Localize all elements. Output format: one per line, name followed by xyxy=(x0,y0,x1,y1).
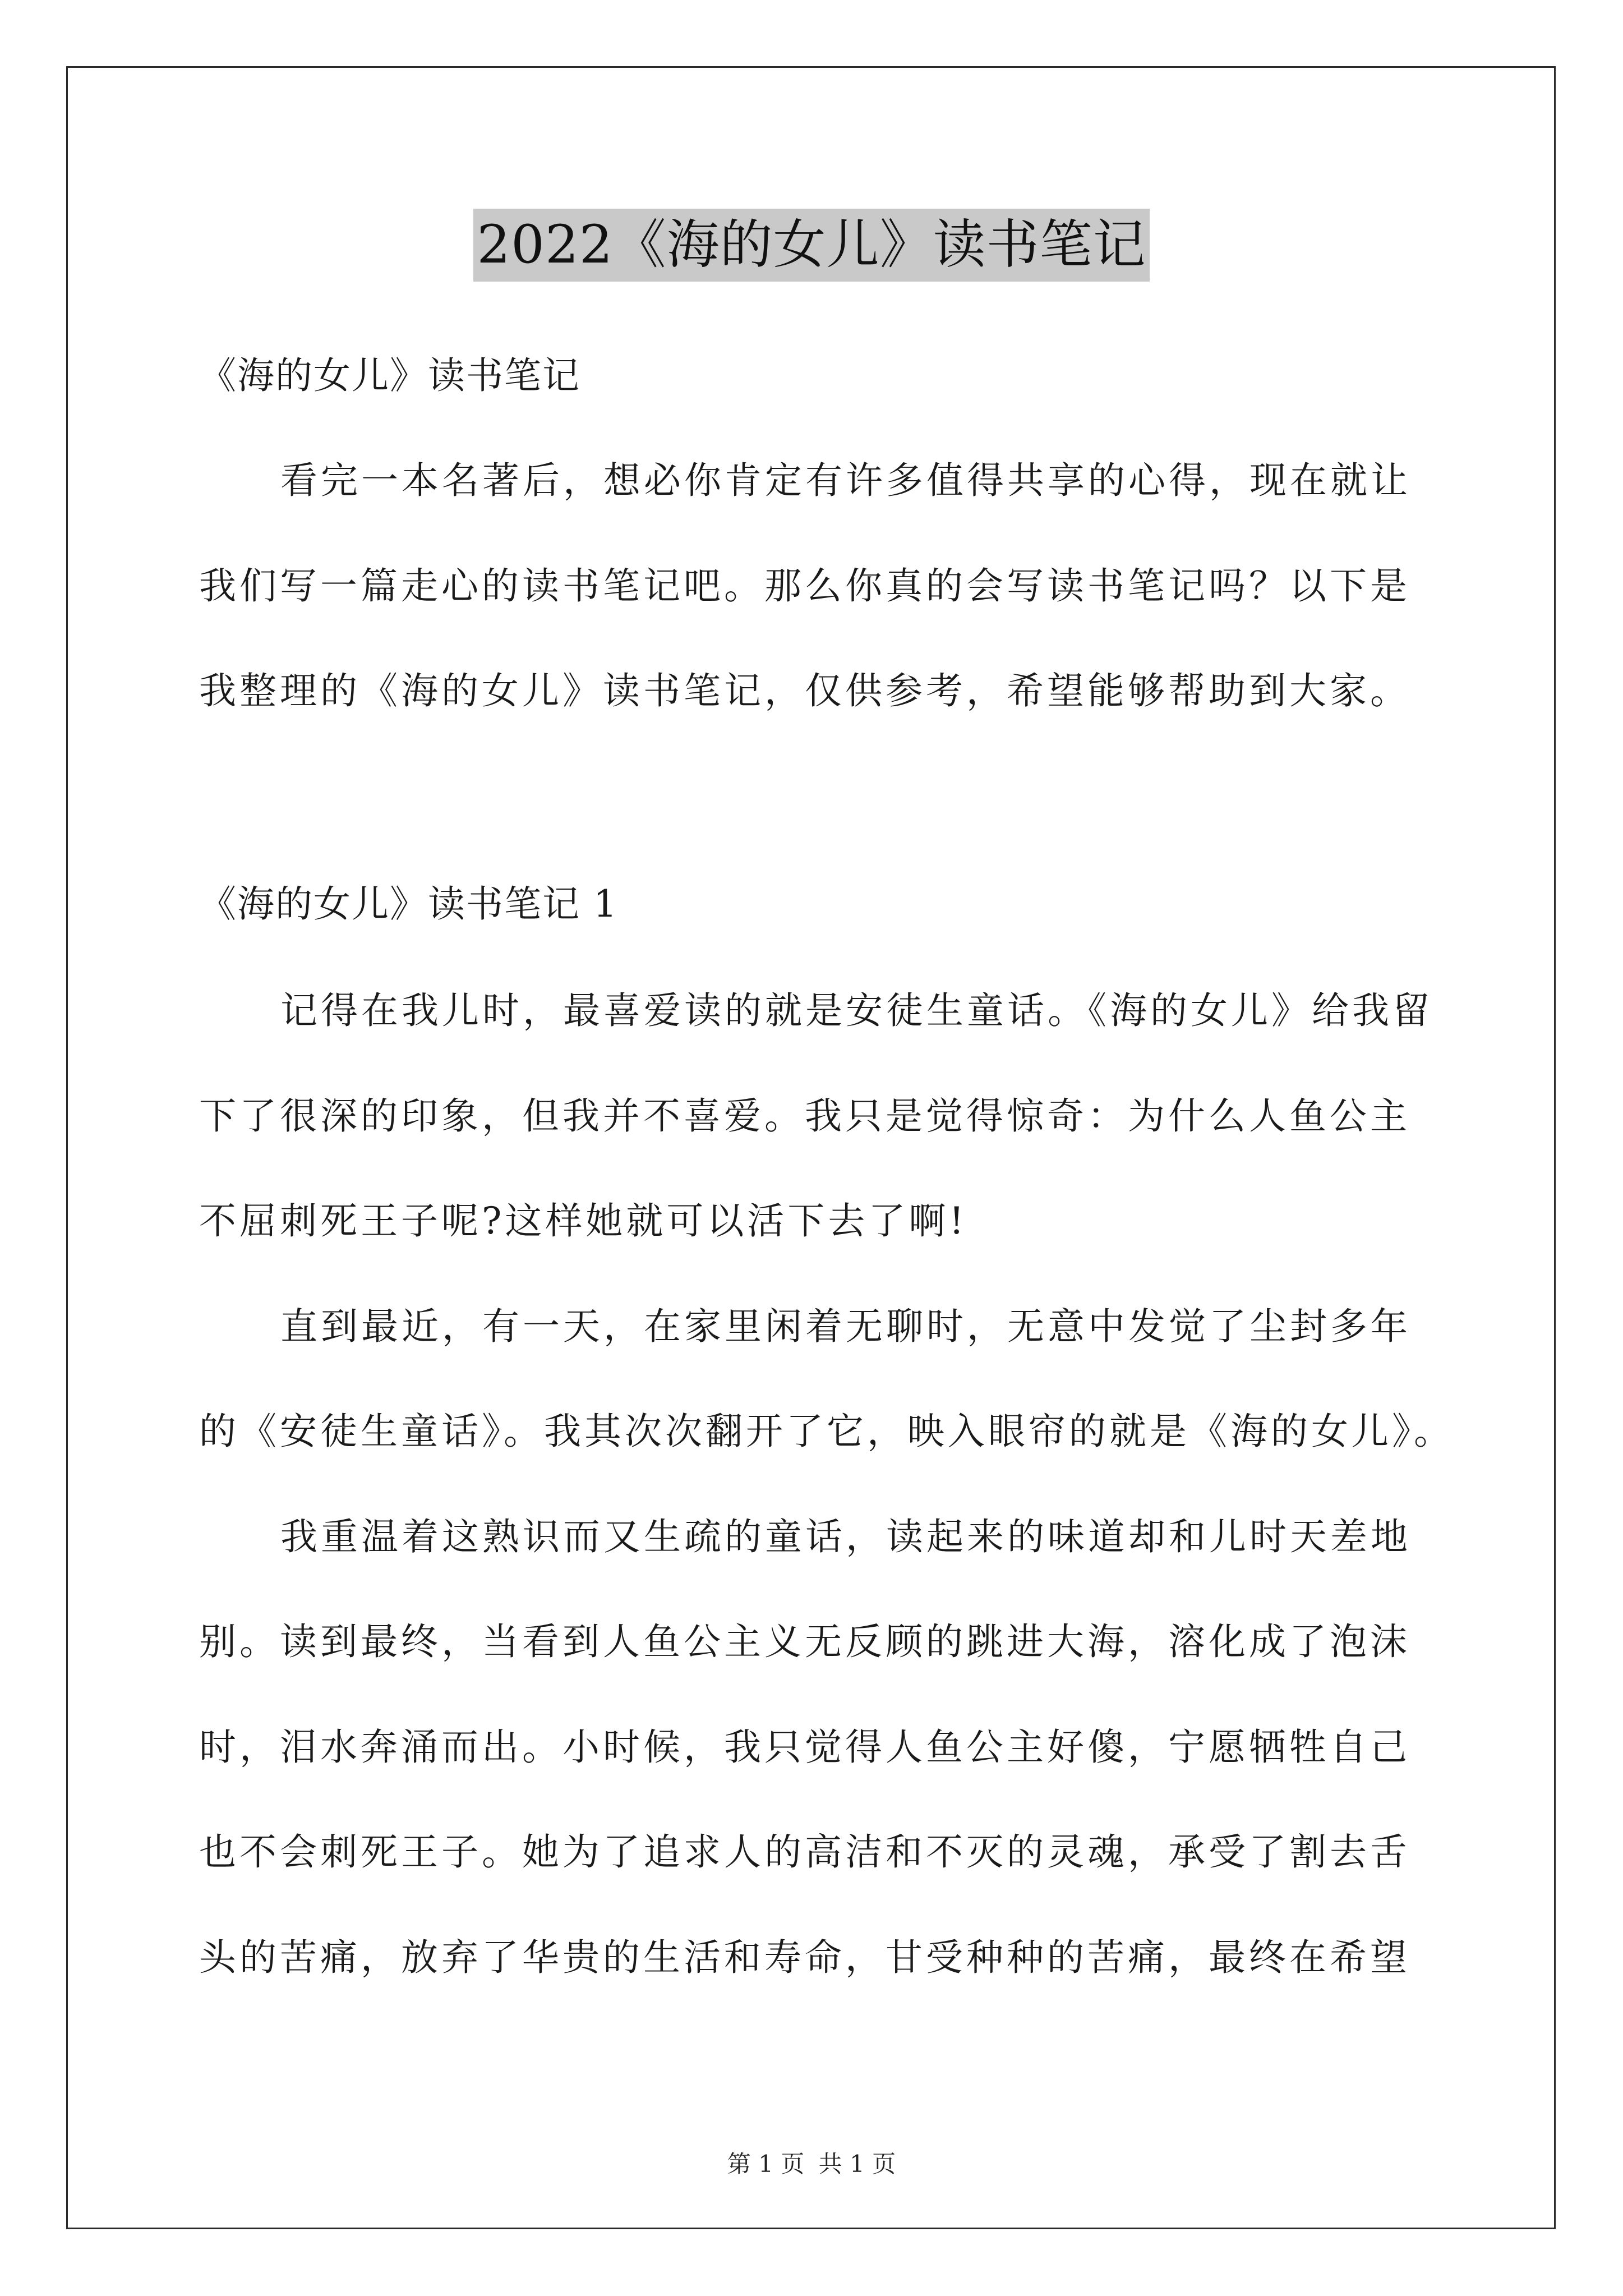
title-container xyxy=(0,209,1623,282)
paragraph-line: 别。读到最终，当看到人鱼公主义无反顾的跳进大海，溶化成了泡沫 xyxy=(199,1620,1410,1663)
paragraph-line: 直到最近，有一天，在家里闲着无聊时，无意中发觉了尘封多年 xyxy=(280,1305,1411,1348)
paragraph-line: 我重温着这熟识而又生疏的童话，读起来的味道却和儿时天差地 xyxy=(280,1515,1411,1558)
page-total: 共 1 页 xyxy=(818,2150,896,2178)
paragraph-line: 记得在我儿时，最喜爱读的就是安徒生童话。《海的女儿》给我留 xyxy=(280,989,1433,1032)
paragraph-line: 的《安徒生童话》。我其次次翻开了它，映入眼帘的就是《海的女儿》。 xyxy=(199,1410,1454,1453)
intro-line: 我整理的《海的女儿》读书笔记，仅供参考，希望能够帮助到大家。 xyxy=(199,669,1410,712)
section-heading: 《海的女儿》读书笔记 1 xyxy=(199,882,618,926)
intro-line: 看完一本名著后，想必你肯定有许多值得共享的心得，现在就让 xyxy=(280,459,1411,502)
paragraph-line: 不屈刺死王子呢?这样她就可以活下去了啊! xyxy=(199,1199,967,1243)
paragraph-line: 下了很深的印象，但我并不喜爱。我只是觉得惊奇：为什么人鱼公主 xyxy=(199,1094,1410,1138)
page-number: 第 1 页 xyxy=(727,2150,805,2178)
subtitle: 《海的女儿》读书笔记 xyxy=(199,354,580,397)
page-footer xyxy=(0,2147,1623,2181)
intro-line: 我们写一篇走心的读书笔记吧。那么你真的会写读书笔记吗？以下是 xyxy=(199,564,1410,608)
paragraph-line: 也不会刺死王子。她为了追求人的高洁和不灭的灵魂，承受了割去舌 xyxy=(199,1830,1410,1874)
paragraph-line: 时，泪水奔涌而出。小时候，我只觉得人鱼公主好傻，宁愿牺牲自己 xyxy=(199,1726,1410,1769)
document-title: 2022《海的女儿》读书笔记 xyxy=(473,209,1149,282)
paragraph-line: 头的苦痛，放弃了华贵的生活和寿命，甘受种种的苦痛，最终在希望 xyxy=(199,1936,1410,1979)
